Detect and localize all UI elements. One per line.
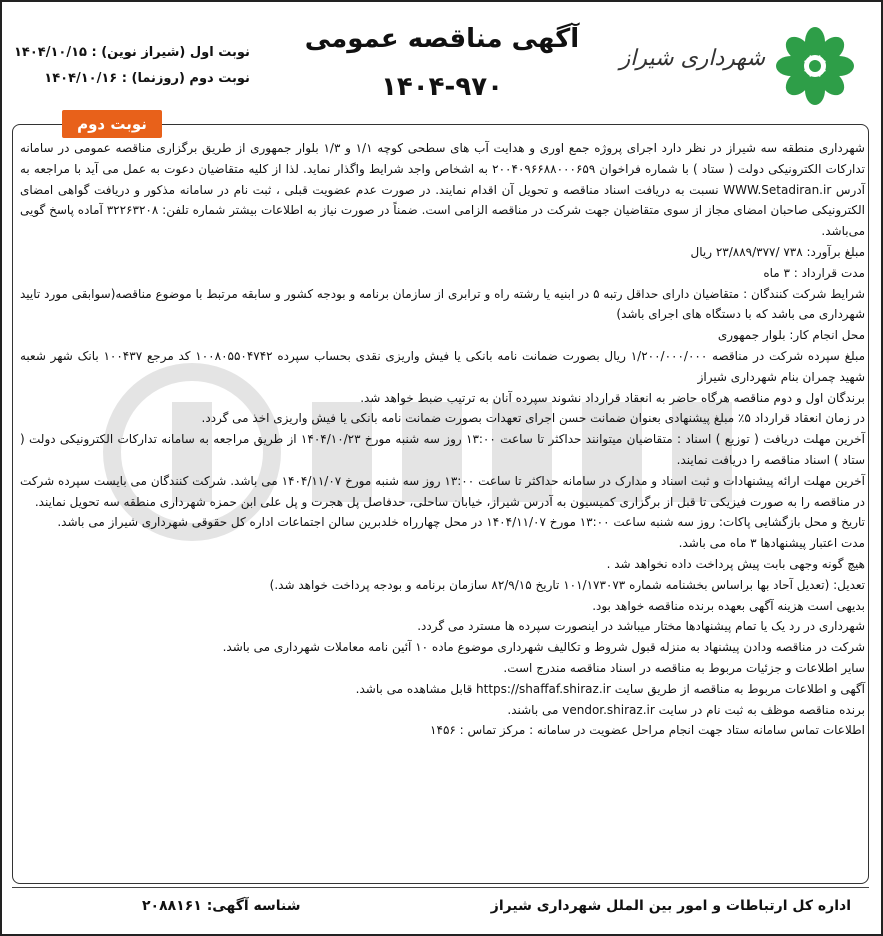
paragraph-adjustment: تعدیل: (تعدیل آحاد بها براساس بخشنامه شماره ۱۰۱/۱۷۳۰۷۳ تاریخ ۸۲/۹/۱۵ سازمان برنامه و بودجه پرداخت خواهد شد.)	[269, 577, 865, 592]
logo-text: شهرداری شیراز	[619, 46, 765, 71]
paragraph-other-info: سایر اطلاعات و جزئیات مربوط به مناقصه در اسناد مناقصه مندرج است.	[503, 660, 865, 675]
paragraph-validity: مدت اعتبار پیشنهادها ۳ ماه می باشد.	[678, 536, 865, 551]
paragraph-intro: شهرداری منطقه سه شیراز در نظر دارد اجرای پروژه جمع اوری و هدایت آب های سطحی کوچه ۱/۱ و ۱/۳ بلوار جمهوری از طریق برگزاری مناقصه عمومی در سامانه تدارکات الکترونیکی دولت ( ستاد ) با شماره فراخوان ۲۰۰۴۰۹۶۶۸۸۰۰۰۶۵۹ به اشخاص واجد شرایط واگذار نماید. لذا از کلیه متقاضیان دعوت به عمل می آید با مراجعه به آدرس WWW.Setadiran.ir نسبت به دریافت اسناد مناقصه و تحویل آن اقدام نمایند. در صورت عدم عضویت قبلی ، ثبت نام در سامانه مذکور و دریافت گواهی امضای الکترونیکی صاحبان امضای مجاز از سوی متقاضیان جهت شرکت در مناقصه الزامی است. ضمناً در صورت نیاز به اطلاعات بیشتر شماره تلفن: ۳۲۲۶۳۲۰۸ آماده پاسخ گویی می‌باشد.	[20, 141, 866, 239]
paragraph-doc-deadline: آخرین مهلت دریافت ( توزیع ) اسناد : متقاضیان میتوانند حداکثر تا ساعت ۱۳:۰۰ روز سه شنبه مورخ ۱۴۰۴/۱۰/۲۳ از طریق مراجعه به سامانه تدارکات الکترونیکی دولت ( ستاد ) اسناد مناقصه را دریافت نمایند.	[20, 432, 865, 467]
paragraph-rejection: شهرداری در رد یک یا تمام پیشنهادها مختار میباشد در اینصورت سپرده ها مسترد می گردد.	[417, 619, 865, 634]
paragraph-submission-deadline: آخرین مهلت ارائه پیشنهادات و ثبت اسناد و مدارک در سامانه حداکثر تا ساعت ۱۳:۰۰ روز سه شنبه مورخ ۱۴۰۴/۱۱/۰۷ می باشد. شرکت کنندگان می بایست سپرده شرکت در مناقصه را به صورت فیزیکی تا قبل از برگزاری کمیسیون به آدرس شیراز، خیابان ساحلی، حدفاصل پل هجرت و پل علی ابن حمزه شهرداری منطقه سه تحویل نمایند.	[20, 473, 866, 509]
municipality-logo	[619, 26, 855, 106]
paragraph-vendor: برنده مناقصه موظف به ثبت نام در سایت vendor.shiraz.ir می باشند.	[507, 702, 865, 717]
paragraph-location: محل انجام کار: بلوار جمهوری	[717, 328, 865, 343]
paragraph-acceptance: شرکت در مناقصه ودادن پیشنهاد به منزله قبول شروط و تکالیف شهرداری موضوع ماده ۱۰ آئین نامه معاملات شهرداری می باشد.	[222, 640, 865, 655]
turn-second: نوبت دوم (روزنما) : ۱۴۰۴/۱۰/۱۶	[44, 71, 250, 86]
footer-department: اداره کل ارتباطات و امور بین الملل شهرداری شیراز	[490, 898, 851, 914]
paragraph-winners: برندگان اول و دوم مناقصه هرگاه حاضر به انعقاد قرارداد نشوند سپرده آنان به ترتیب ضبط خواهد شد.	[360, 390, 865, 405]
turn-first: نوبت اول (شیراز نوین) : ۱۴۰۴/۱۰/۱۵	[14, 45, 250, 60]
paragraph-duration: مدت قرارداد : ۳ ماه	[763, 265, 865, 280]
paragraph-prepayment: هیچ گونه وجهی بابت پیش پرداخت داده نخواهد شد .	[606, 556, 865, 571]
tender-number: ۱۴۰۴-۹۷۰	[381, 72, 503, 102]
page-title: آگهی مناقصه عمومی	[304, 24, 580, 54]
title-block	[302, 24, 582, 102]
paragraph-ad-cost: بدیهی است هزینه آگهی بعهده برنده مناقصه خواهد بود.	[592, 598, 865, 613]
paragraph-estimate: مبلغ برآورد: ۷۳۸ /۲۳/۸۸۹/۳۷۷ ریال	[690, 244, 865, 259]
publication-turns	[14, 40, 250, 92]
header	[2, 2, 881, 120]
paragraph-guarantee: در زمان انعقاد قرارداد ۵٪ مبلغ پیشنهادی بعنوان ضمانت حسن اجرای تعهدات بصورت ضمانت نامه بانکی یا فیش واریزی اخذ می گردد.	[201, 411, 865, 426]
paragraph-contact: اطلاعات تماس سامانه ستاد جهت انجام مراحل عضویت در سامانه : مرکز تماس : ۱۴۵۶	[430, 723, 865, 738]
flower-logo-icon	[775, 26, 855, 106]
footer	[2, 888, 881, 934]
paragraph-deposit: مبلغ سپرده شرکت در مناقصه ۱/۲۰۰/۰۰۰/۰۰۰ ریال بصورت ضمانت نامه بانکی یا فیش واریزی نقدی بحساب سپرده ۱۰۰۸۰۵۵۰۴۷۴۲ کد مرجع ۱۰۰۴۳۷ بانک شهر شعبه شهید چمران بنام شهرداری شیراز	[20, 348, 866, 384]
paragraph-website: آگهی و اطلاعات مربوط به مناقصه از طریق سایت https://shaffaf.shiraz.ir قابل مشاهده می باشد.	[355, 681, 865, 696]
notice-body	[20, 138, 865, 741]
ad-id: شناسه آگهی: ۲۰۸۸۱۶۱	[142, 898, 301, 914]
second-turn-badge: نوبت دوم	[62, 110, 162, 138]
paragraph-opening: تاریخ و محل بازگشایی پاکات: روز سه شنبه ساعت ۱۳:۰۰ مورخ ۱۴۰۴/۱۱/۰۷ در محل چهارراه خلدبرین سالن اجتماعات اداره کل حقوقی شهرداری شیراز می باشد.	[57, 515, 865, 530]
paragraph-conditions: شرایط شرکت کنندگان : متقاضیان دارای حداقل رتبه ۵ در ابنیه یا رشته راه و ترابری از سازمان برنامه و بودجه کشور و سابقه مرتبط با موضوع مناقصه(سوابقی مورد تایید شهرداری می باشد که با دستگاه های اجرای باشد)	[20, 286, 865, 322]
